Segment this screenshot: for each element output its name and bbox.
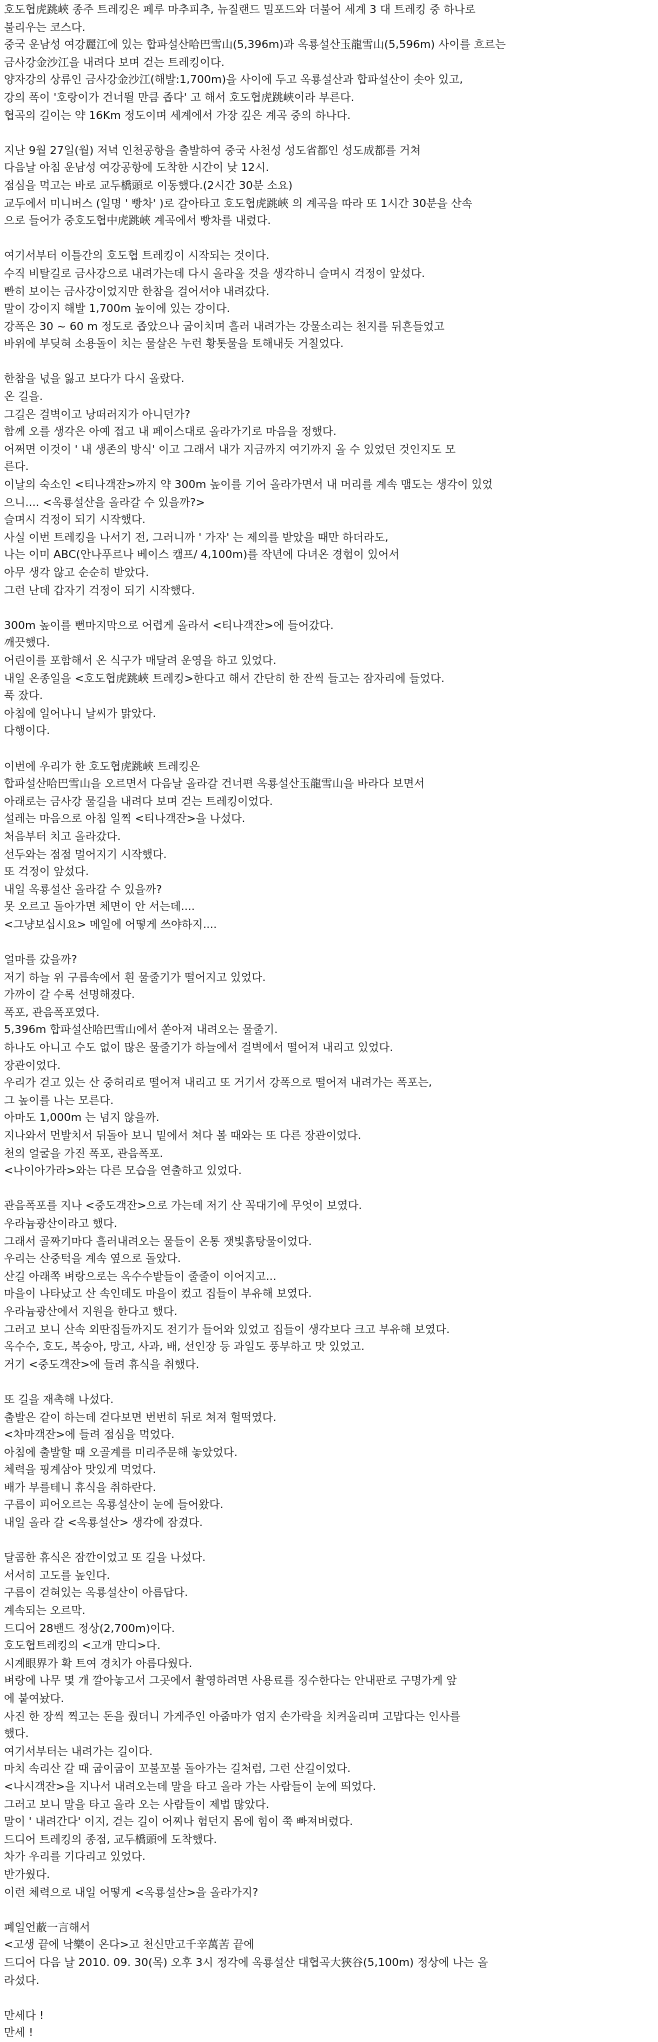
text-line: 또 길을 재촉해 나섰다. xyxy=(4,1392,114,1406)
text-line: 강의 폭이 '호랑이가 건너뛸 만큼 좁다' 고 해서 호도협虎跳峽이라 부른다. xyxy=(4,90,355,104)
text-line: 우라늄광산에서 지원을 한다고 했다. xyxy=(4,1304,178,1318)
text-line: 반가웠다. xyxy=(4,1867,51,1881)
text-line: <나이아가라>와는 다른 모습을 연출하고 있었다. xyxy=(4,1164,242,1178)
text-line: 설레는 마음으로 아침 일찍 <티나객잔>을 나섰다. xyxy=(4,812,246,826)
text-line: 못 오르고 돌아가면 체면이 안 서는데.... xyxy=(4,900,195,914)
text-line: <그냥보십시요> 메일에 어떻게 쓰야하지.... xyxy=(4,917,217,931)
text-line: 호도협虎跳峽 종주 트레킹은 페루 마추피추, 뉴질랜드 밀포드와 더불어 세계 3 대 트레킹 중 하나로 xyxy=(4,3,476,16)
text-line: 그러고 보니 말을 타고 올라 오는 사람들이 제법 많았다. xyxy=(4,1797,270,1811)
text-line: 만세 ! xyxy=(4,2026,34,2040)
paragraph xyxy=(4,1549,644,1901)
text-line: 그길은 걸벽이고 낭떠러지가 아니던가? xyxy=(4,407,191,421)
text-line: 수직 비탈길로 금사강으로 내려가는데 다시 올라올 것을 생각하니 슬며시 걱정이 앞섰다. xyxy=(4,266,425,280)
text-line: 이런 체력으로 내일 어떻게 <옥룡설산>을 올라가지? xyxy=(4,1885,259,1899)
text-line: 차가 우리를 기다리고 있었다. xyxy=(4,1850,146,1864)
text-line: 그러고 보니 산속 외딴집들까지도 전기가 들어와 있었고 집들이 생각보다 크고 부유해 보였다. xyxy=(4,1322,450,1336)
text-line: 말이 강이지 해발 1,700m 높이에 있는 강이다. xyxy=(4,302,231,316)
text-line: 얼마를 갔을까? xyxy=(4,953,78,967)
paragraph xyxy=(4,1,644,124)
text-line: 또 걱정이 앞섰다. xyxy=(4,865,89,879)
text-line: 으로 들어가 중호도협中虎跳峽 계곡에서 빵차를 내렸다. xyxy=(4,214,271,228)
paragraph-gap xyxy=(4,230,644,248)
text-line: 아침에 일어나니 날씨가 맑았다. xyxy=(4,706,157,720)
text-line: 른다. xyxy=(4,460,29,474)
text-line: 산길 아래쪽 벼랑으로는 옥수수밭들이 줄줄이 이어지고... xyxy=(4,1269,277,1283)
text-line: 가까이 갈 수록 선명해졌다. xyxy=(4,988,135,1002)
text-line: <고생 끝에 낙樂이 온다>고 천신만고千辛萬苦 끝에 xyxy=(4,1938,255,1952)
text-line: 출발은 같이 하는데 걷다보면 번번히 뒤로 쳐져 헐떡였다. xyxy=(4,1410,277,1424)
paragraph-gap xyxy=(4,599,644,617)
paragraph xyxy=(4,1197,644,1373)
text-line: 저기 하늘 위 구름속에서 흰 물줄기가 떨어지고 있었다. xyxy=(4,970,266,984)
text-line: 내일 옥룡설산 올라갈 수 있을까? xyxy=(4,882,162,896)
text-line: 마치 속리산 갈 때 굽이굽이 꼬불꼬불 돌아가는 길처럼, 그런 산길이었다. xyxy=(4,1762,351,1776)
paragraph xyxy=(4,1391,644,1532)
text-line: 천의 얼굴을 가진 폭포, 관음폭포. xyxy=(4,1146,164,1160)
text-line: 이번에 우리가 한 호도협虎跳峽 트레킹은 xyxy=(4,759,200,773)
text-line: 금사강金沙江을 내려다 보며 걷는 트레킹이다. xyxy=(4,55,225,69)
text-line: 아침에 출발할 때 오골계를 미리주문해 놓았었다. xyxy=(4,1445,238,1459)
text-line: 만세다 ! xyxy=(4,2008,44,2022)
text-line: <차마객잔>에 들려 점심을 먹었다. xyxy=(4,1428,175,1442)
text-line: 아무 생각 않고 순순히 받았다. xyxy=(4,566,149,579)
text-line: 배가 부를테니 휴식을 취하란다. xyxy=(4,1480,157,1494)
text-line: 나는 이미 ABC(안나푸르나 베이스 캠프/ 4,100m)를 작년에 다녀온 경험이 있어서 xyxy=(4,548,400,562)
text-line: 바위에 부딪혀 소용돌이 치는 물살은 누런 황톳물을 토해내듯 거칠었다. xyxy=(4,337,344,351)
text-line: 으니.... <옥룡설산을 올라갈 수 있을까?> xyxy=(4,495,206,509)
text-line: 함께 오를 생각은 아예 접고 내 페이스대로 올라가기로 마음을 정했다. xyxy=(4,425,337,439)
text-line: 아래로는 금사강 물길을 내려다 보며 걷는 트레킹이었다. xyxy=(4,794,273,808)
paragraph-gap xyxy=(4,124,644,142)
paragraph xyxy=(4,2007,644,2042)
text-line: 마을이 나타났고 산 속인데도 마을이 컸고 집들이 부유해 보였다. xyxy=(4,1287,312,1301)
text-line: 슬며시 걱정이 되기 시작했다. xyxy=(4,513,146,527)
text-line: 라섰다. xyxy=(4,1973,40,1987)
text-line: 그 높이를 나는 모른다. xyxy=(4,1093,114,1107)
paragraph-gap xyxy=(4,1373,644,1391)
text-line: 여기서부터 이틀간의 호도협 트레킹이 시작되는 것이다. xyxy=(4,249,270,263)
text-line: 우라늄광산이라고 했다. xyxy=(4,1216,118,1230)
text-line: 체력을 핑계삼아 맛있게 먹었다. xyxy=(4,1463,157,1477)
text-line: 시계眼界가 확 트여 경치가 아름다웠다. xyxy=(4,1656,193,1670)
paragraph xyxy=(4,1919,644,1989)
text-line: 어린이를 포함해서 온 식구가 매달려 운영을 하고 있었다. xyxy=(4,653,277,667)
text-line: <나시객잔>을 지나서 내려오는데 말을 타고 올라 가는 사람들이 눈에 띄었다. xyxy=(4,1779,377,1793)
text-line: 달콤한 휴식은 잠깐이었고 또 길을 나섰다. xyxy=(4,1551,206,1565)
text-line: 중국 운남성 여강麗江에 있는 합파설산哈巴雪山(5,396m)과 옥룡설산玉龍雪山(5,596m) 사이를 흐르는 xyxy=(4,38,506,52)
text-line: 다행이다. xyxy=(4,724,51,738)
text-line: 사진 한 장씩 찍고는 돈을 줬더니 가게주인 아줌마가 엄지 손가락을 치켜올리며 고맙다는 인사를 xyxy=(4,1709,461,1723)
paragraph-gap xyxy=(4,1180,644,1198)
text-line: 협곡의 길이는 약 16Km 정도이며 세계에서 가장 깊은 계곡 중의 하나다. xyxy=(4,108,351,122)
text-line: 하나도 아니고 수도 없이 많은 물줄기가 하늘에서 걸벽에서 떨어져 내리고 있었다. xyxy=(4,1041,394,1055)
paragraph xyxy=(4,142,644,230)
text-line: 우리는 산중턱을 계속 옆으로 돌았다. xyxy=(4,1252,181,1266)
text-line: 장관이었다. xyxy=(4,1058,61,1072)
text-line: 거기 <중도객잔>에 들려 휴식을 취했다. xyxy=(4,1357,200,1371)
paragraph xyxy=(4,247,644,353)
paragraph xyxy=(4,370,644,599)
text-line: 드디어 트레킹의 종점, 교두橋頭에 도착했다. xyxy=(4,1832,217,1846)
text-line: 5,396m 합파설산哈巴雪山에서 쏟아져 내려오는 물줄기. xyxy=(4,1023,278,1037)
paragraph-gap xyxy=(4,1901,644,1919)
text-line: 사실 이번 트레킹을 나서기 전, 그러니까 ' 가자' 는 제의를 받았을 때만 하더라도, xyxy=(4,530,389,544)
text-line: 우리가 걷고 있는 산 중허리로 떨어져 내리고 또 거기서 강폭으로 떨어져 내려가는 폭포는, xyxy=(4,1076,432,1090)
text-line: 계속되는 오르막. xyxy=(4,1604,86,1618)
text-line: 호도협트레킹의 <고개 만디>다. xyxy=(4,1639,161,1653)
text-line: 이날의 숙소인 <티나객잔>까지 약 300m 높이를 기어 올라가면서 내 머리를 계속 맴도는 생각이 있었 xyxy=(4,478,493,492)
text-line: 서서히 고도를 높인다. xyxy=(4,1568,111,1582)
text-line: 한참을 넋을 잃고 보다가 다시 올랐다. xyxy=(4,372,185,386)
text-line: 푹 잤다. xyxy=(4,689,43,703)
text-line: 깨끗했다. xyxy=(4,636,51,650)
text-line: 그런 난데 갑자기 걱정이 되기 시작했다. xyxy=(4,583,195,597)
text-line: 내일 올라 갈 <옥룡설산> 생각에 잠겼다. xyxy=(4,1516,203,1530)
text-line: 벼랑에 나무 몇 개 깔아놓고서 그곳에서 촬영하려면 사용료를 징수한다는 안내판로 구명가게 앞 xyxy=(4,1674,457,1688)
paragraph-gap xyxy=(4,740,644,758)
text-line: 관음폭포를 지나 <중도객잔>으로 가는데 저기 산 꼭대기에 무엇이 보였다. xyxy=(4,1199,363,1213)
paragraph xyxy=(4,758,644,934)
paragraph xyxy=(4,617,644,740)
text-line: 드디어 다음 날 2010. 09. 30(목) 오후 3시 정각에 옥룡설산 대협곡大狹谷(5,100m) 정상에 나는 올 xyxy=(4,1955,489,1969)
text-line: 아마도 1,000m 는 넘지 않을까. xyxy=(4,1111,160,1125)
text-line: 옥수수, 호도, 복숭아, 망고, 사과, 배, 선인장 등 과일도 풍부하고 맛 있었고. xyxy=(4,1340,365,1354)
paragraph-gap xyxy=(4,933,644,951)
text-line: 지난 9월 27일(월) 저녁 인천공항을 출발하여 중국 사천성 성도省都인 성도成都를 거쳐 xyxy=(4,143,421,157)
paragraph-gap xyxy=(4,353,644,371)
text-line: 구름이 피어오르는 옥룡설산이 눈에 들어왔다. xyxy=(4,1498,224,1512)
text-line: 합파설산哈巴雪山을 오르면서 다음날 올라갈 건너편 옥룡설산玉龍雪山을 바라다 보면서 xyxy=(4,777,425,791)
text-line: 어쩌면 이것이 ' 내 생존의 방식' 이고 그래서 내가 지금까지 여기까지 올 수 있었던 것인지도 모 xyxy=(4,442,456,456)
text-line: 내일 온종일을 <호도협虎跳峽 트레킹>한다고 해서 간단히 한 잔씩 들고는 잠자리에 들었다. xyxy=(4,671,445,685)
text-line: 교두에서 미니버스 (일명 ' 빵차' )로 갈아타고 호도협虎跳峽 의 계곡을 따라 또 1시간 30분을 산속 xyxy=(4,196,473,210)
text-line: 선두와는 점점 멀어지기 시작했다. xyxy=(4,847,167,861)
text-line: 빤히 보이는 금사강이었지만 한참을 걸어서야 내려갔다. xyxy=(4,284,270,298)
text-line: 불리우는 코스다. xyxy=(4,20,86,34)
text-line: 폭포, 관음폭포였다. xyxy=(4,1005,100,1019)
text-line: 그래서 골짜기마다 흘러내려오는 물들이 온통 잿빛흙탕물이었다. xyxy=(4,1234,312,1248)
paragraph-gap xyxy=(4,1532,644,1550)
text-line: 지나와서 먼발치서 뒤돌아 보니 밑에서 쳐다 볼 때와는 또 다른 장관이었다. xyxy=(4,1129,362,1142)
text-line: 했다. xyxy=(4,1727,29,1741)
paragraph-gap xyxy=(4,1989,644,2007)
text-line: 구름이 걷혀있는 옥룡설산이 아름답다. xyxy=(4,1586,189,1600)
text-line: 강폭은 30 ~ 60 m 정도로 좁았으나 굽이치며 흘러 내려가는 강물소리는 천지를 뒤흔들었고 xyxy=(4,319,445,333)
text-line: 300m 높이를 뻔마지막으로 어렵게 올라서 <티나객잔>에 들어갔다. xyxy=(4,618,334,632)
text-line: 처음부터 치고 올라갔다. xyxy=(4,829,121,843)
text-line: 다음날 아침 운남성 여강공항에 도착한 시간이 낮 12시. xyxy=(4,161,270,175)
text-line: 말이 ' 내려간다' 이지, 걷는 길이 어찌나 험던지 몸에 힘이 쭉 빠져버렸다. xyxy=(4,1815,354,1829)
text-line: 여기서부터는 내려가는 길이다. xyxy=(4,1744,153,1758)
text-line: 양자강의 상류인 금사강金沙江(해발:1,700m)을 사이에 두고 옥룡설산과 합파설산이 솟아 있고, xyxy=(4,73,463,87)
text-line: 온 길을. xyxy=(4,390,43,404)
paragraph xyxy=(4,951,644,1180)
text-line: 에 붙여놨다. xyxy=(4,1692,65,1705)
text-line: 점심을 먹고는 바로 교두橋頭로 이동했다.(2시간 30분 소요) xyxy=(4,178,293,192)
text-line: 폐일언蔽一言해서 xyxy=(4,1920,91,1934)
text-line: 드디어 28밴드 정상(2,700m)이다. xyxy=(4,1621,175,1635)
